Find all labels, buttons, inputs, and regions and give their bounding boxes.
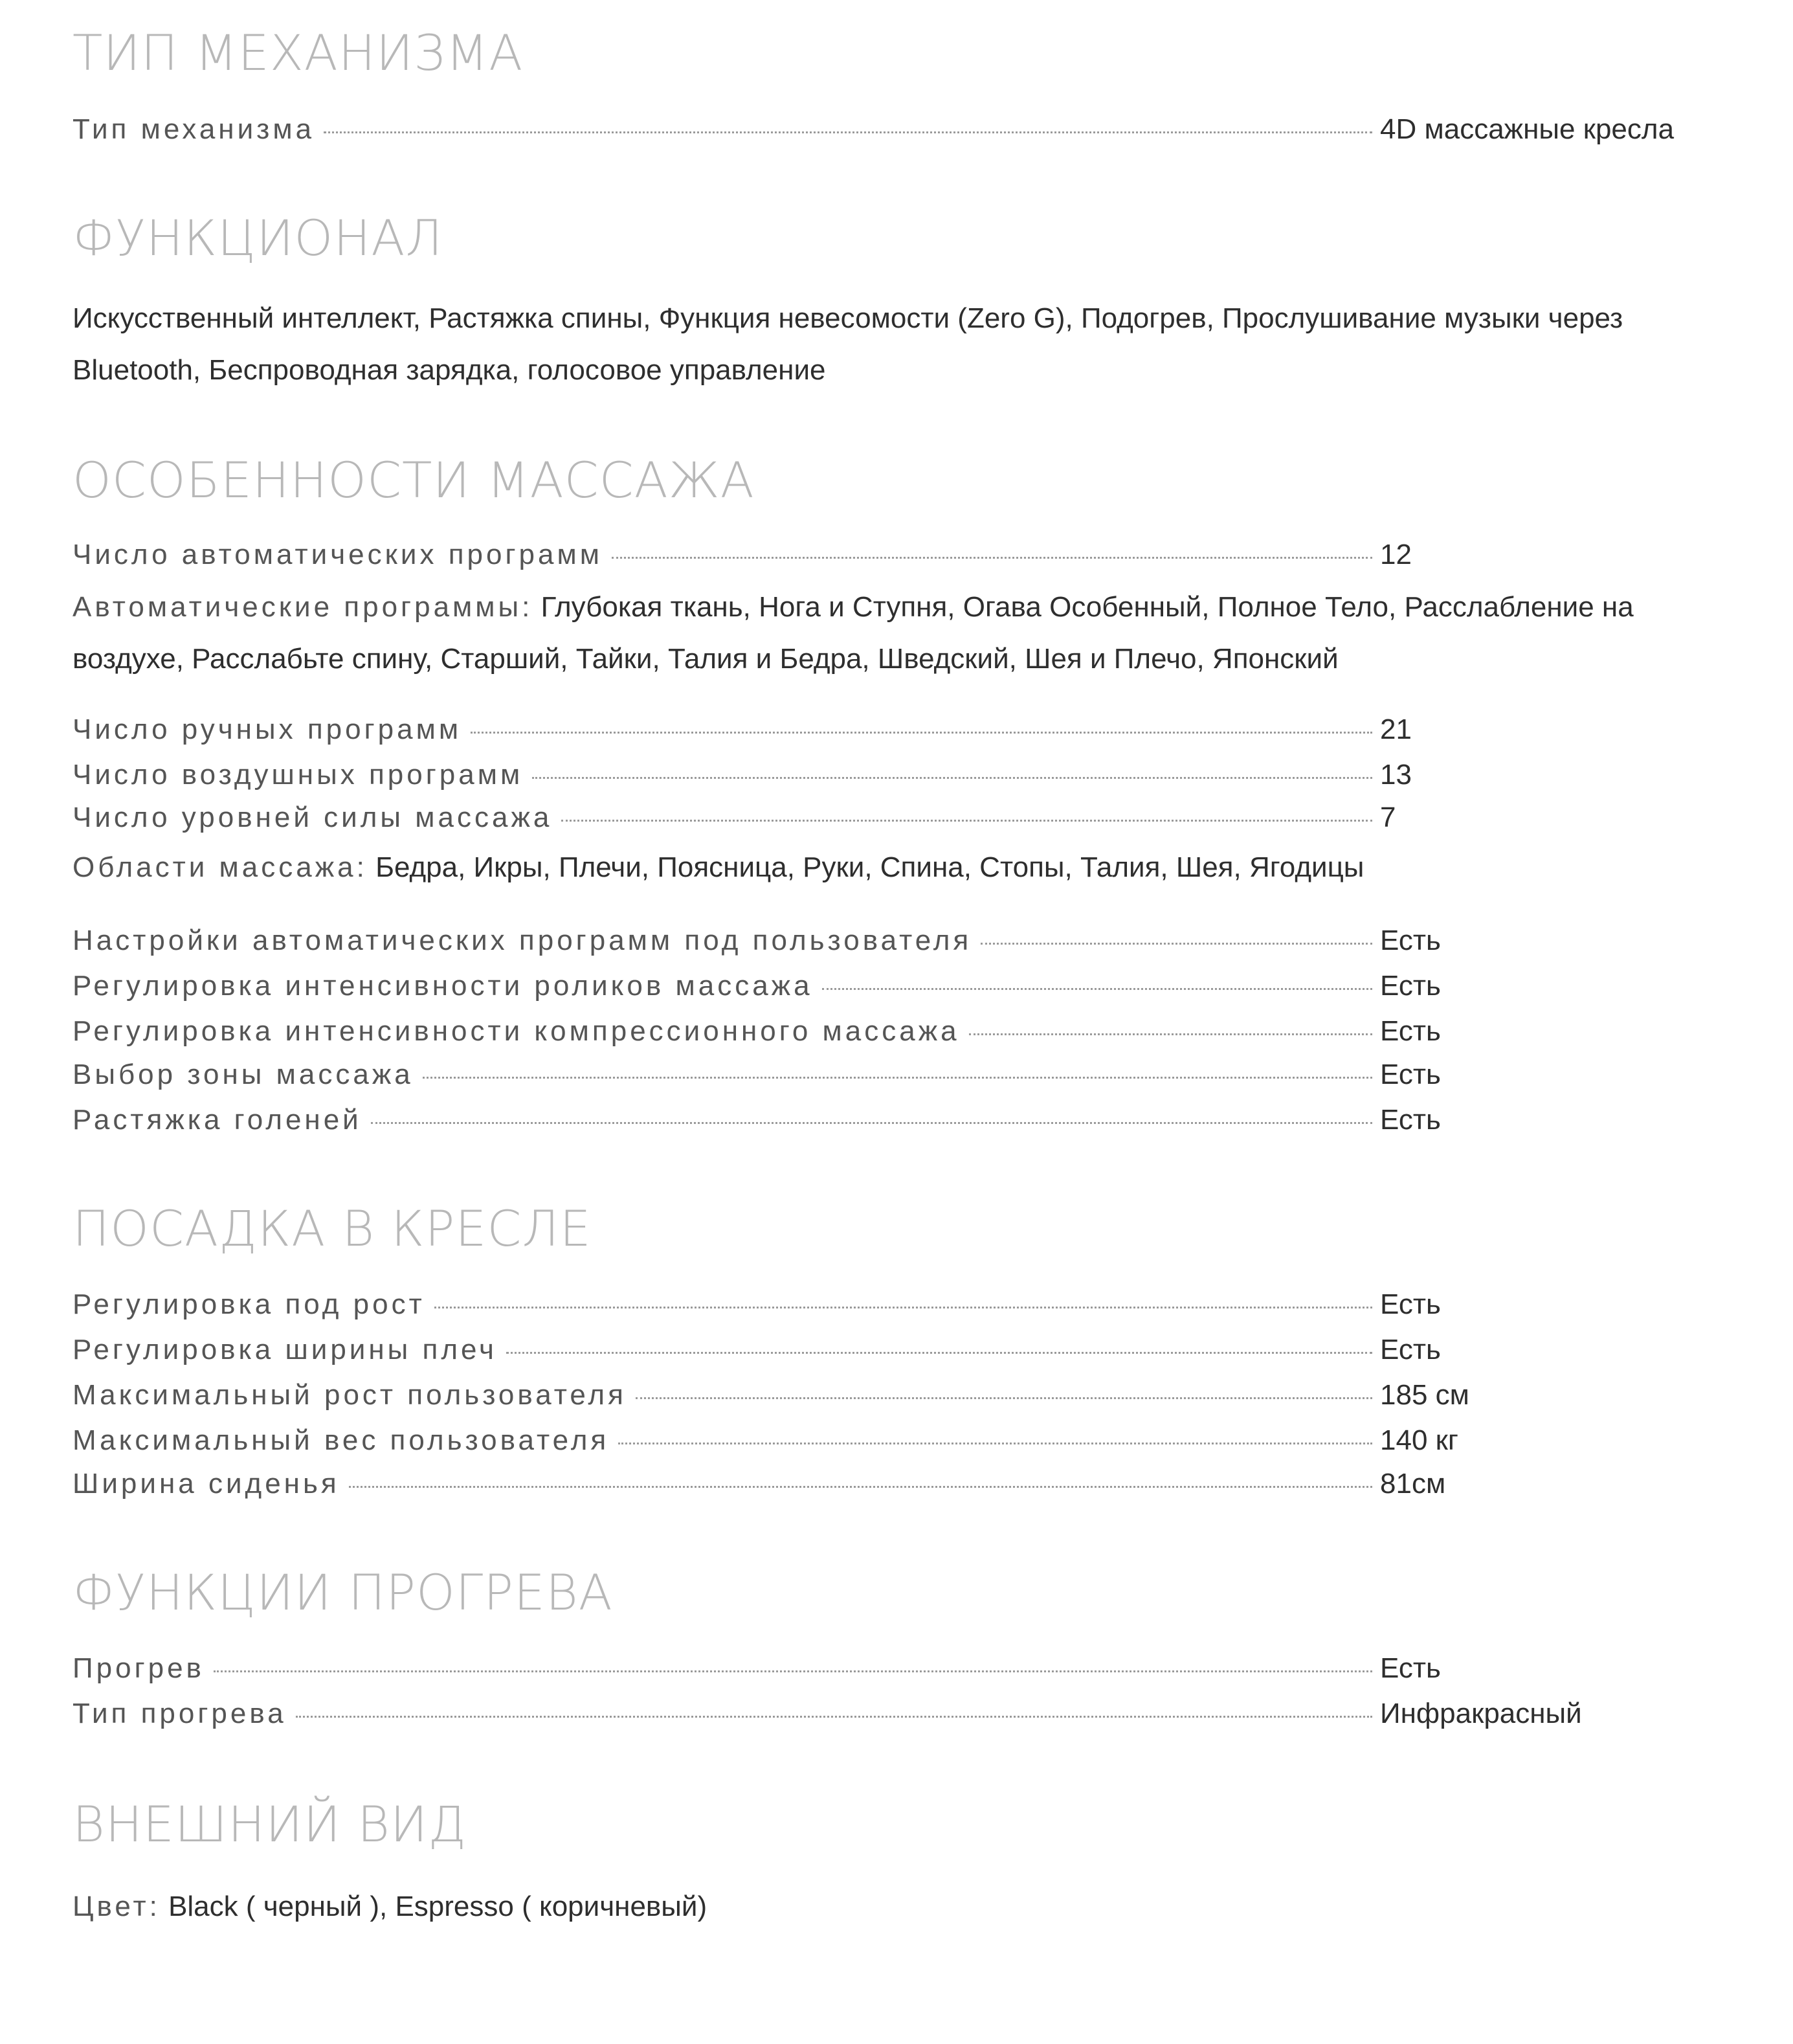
color-value: Black ( черный ), Espresso ( коричневый) [168,1891,707,1922]
dotted-leader [636,1397,1372,1399]
auto-programs-value: Глубокая ткань, Нога и Ступня, Огава Особенный, Полное Тело, Расслабление на воздухе, Расслабьте спину, Старший, Тайки, Талия и Бедра, Шведский, Шея и Плечо, Японский [72,591,1634,675]
spec-row-zone-select [72,1052,1691,1097]
spec-value: 7 [1380,802,1396,833]
spec-row-seat-width [72,1461,1691,1507]
spec-value: Есть [1380,925,1441,956]
functions-text: Искусственный интеллект, Растяжка спины, Функция невесомости (Zero G), Подогрев, Прослушивание музыки через Bluetooth, Беспроводная зарядка, голосовое управление [72,302,1623,386]
section-appearance [72,1792,467,1857]
section-title-seating: ПОСАДКА В КРЕСЛЕ [72,1200,592,1257]
section-title-appearance: ВНЕШНИЙ ВИД [72,1795,467,1853]
spec-label: Прогрев [72,1652,205,1684]
spec-label: Максимальный рост пользователя [72,1379,627,1411]
spec-label: Настройки автоматических программ под пользователя [72,925,972,956]
spec-value: Есть [1380,1288,1441,1320]
spec-value: Есть [1380,1652,1441,1684]
spec-label: Выбор зоны массажа [72,1059,414,1090]
spec-label: Число ручных программ [72,713,462,745]
massage-areas [72,842,1691,893]
spec-row-calf-stretch [72,1097,1691,1143]
section-title-massage: ОСОБЕННОСТИ МАССАЖА [72,451,755,509]
dotted-leader [532,777,1372,779]
spec-value: 4D массажные кресла [1380,113,1675,145]
spec-value: 140 кг [1380,1424,1458,1456]
spec-value: Инфракрасный [1380,1698,1582,1729]
spec-value: 13 [1380,759,1412,791]
spec-row-air-programs [72,752,1691,798]
dotted-leader [349,1486,1372,1488]
section-functions [72,206,443,271]
section-title-heating: ФУНКЦИИ ПРОГРЕВА [72,1564,613,1621]
spec-row-heating [72,1646,1691,1691]
section-mechanism [72,21,523,85]
spec-row-roller-intensity [72,963,1691,1009]
dotted-leader [969,1033,1372,1035]
spec-value: Есть [1380,970,1441,1002]
dotted-leader [618,1443,1372,1444]
spec-value: 81см [1380,1468,1446,1499]
spec-value: 12 [1380,539,1412,570]
spec-row-mechanism-type [72,107,1691,152]
auto-programs-list [72,581,1691,685]
spec-row-heating-type [72,1691,1691,1736]
massage-areas-label: Области массажа: [72,851,368,883]
spec-label: Число автоматических программ [72,539,603,570]
dotted-leader [371,1122,1372,1124]
section-heating [72,1560,613,1625]
spec-label: Число уровней силы массажа [72,802,553,833]
spec-label: Регулировка интенсивности роликов массажа [72,970,813,1002]
dotted-leader [214,1670,1372,1672]
appearance-color [72,1881,1691,1933]
dotted-leader [822,988,1372,990]
spec-row-force-levels [72,795,1691,840]
spec-value: Есть [1380,1059,1441,1090]
spec-row-auto-settings [72,918,1691,963]
dotted-leader [324,131,1372,133]
spec-row-auto-programs-count [72,532,1691,578]
dotted-leader [561,820,1372,822]
spec-row-max-height [72,1373,1691,1418]
spec-label: Регулировка ширины плеч [72,1334,497,1365]
spec-row-height-adjust [72,1282,1691,1327]
spec-row-compression-intensity [72,1009,1691,1054]
spec-label: Растяжка голеней [72,1104,362,1136]
dotted-leader [434,1307,1372,1308]
dotted-leader [506,1352,1372,1354]
section-seating [72,1196,592,1261]
spec-value: 21 [1380,713,1412,745]
spec-value: Есть [1380,1104,1441,1136]
dotted-leader [471,732,1372,734]
spec-label: Регулировка под рост [72,1288,425,1320]
spec-value: Есть [1380,1015,1441,1047]
section-title-mechanism: ТИП МЕХАНИЗМА [72,24,524,82]
spec-label: Число воздушных программ [72,759,524,791]
dotted-leader [423,1077,1372,1079]
dotted-leader [981,943,1372,945]
dotted-leader [612,557,1372,559]
spec-label: Тип прогрева [72,1698,287,1729]
spec-label: Тип механизма [72,113,315,145]
spec-label: Максимальный вес пользователя [72,1424,610,1456]
spec-row-max-weight [72,1418,1691,1463]
dotted-leader [296,1716,1372,1718]
spec-row-shoulder-width [72,1327,1691,1373]
spec-label: Регулировка интенсивности компрессионного массажа [72,1015,960,1047]
spec-value: 185 см [1380,1379,1469,1411]
auto-programs-label: Автоматические программы: [72,591,533,623]
color-label: Цвет: [72,1891,161,1922]
massage-areas-value: Бедра, Икры, Плечи, Поясница, Руки, Спина, Стопы, Талия, Шея, Ягодицы [375,851,1364,883]
section-title-functions: ФУНКЦИОНАЛ [72,209,443,267]
spec-label: Ширина сиденья [72,1468,340,1499]
spec-value: Есть [1380,1334,1441,1365]
section-massage [72,448,755,513]
spec-row-manual-programs [72,707,1691,752]
